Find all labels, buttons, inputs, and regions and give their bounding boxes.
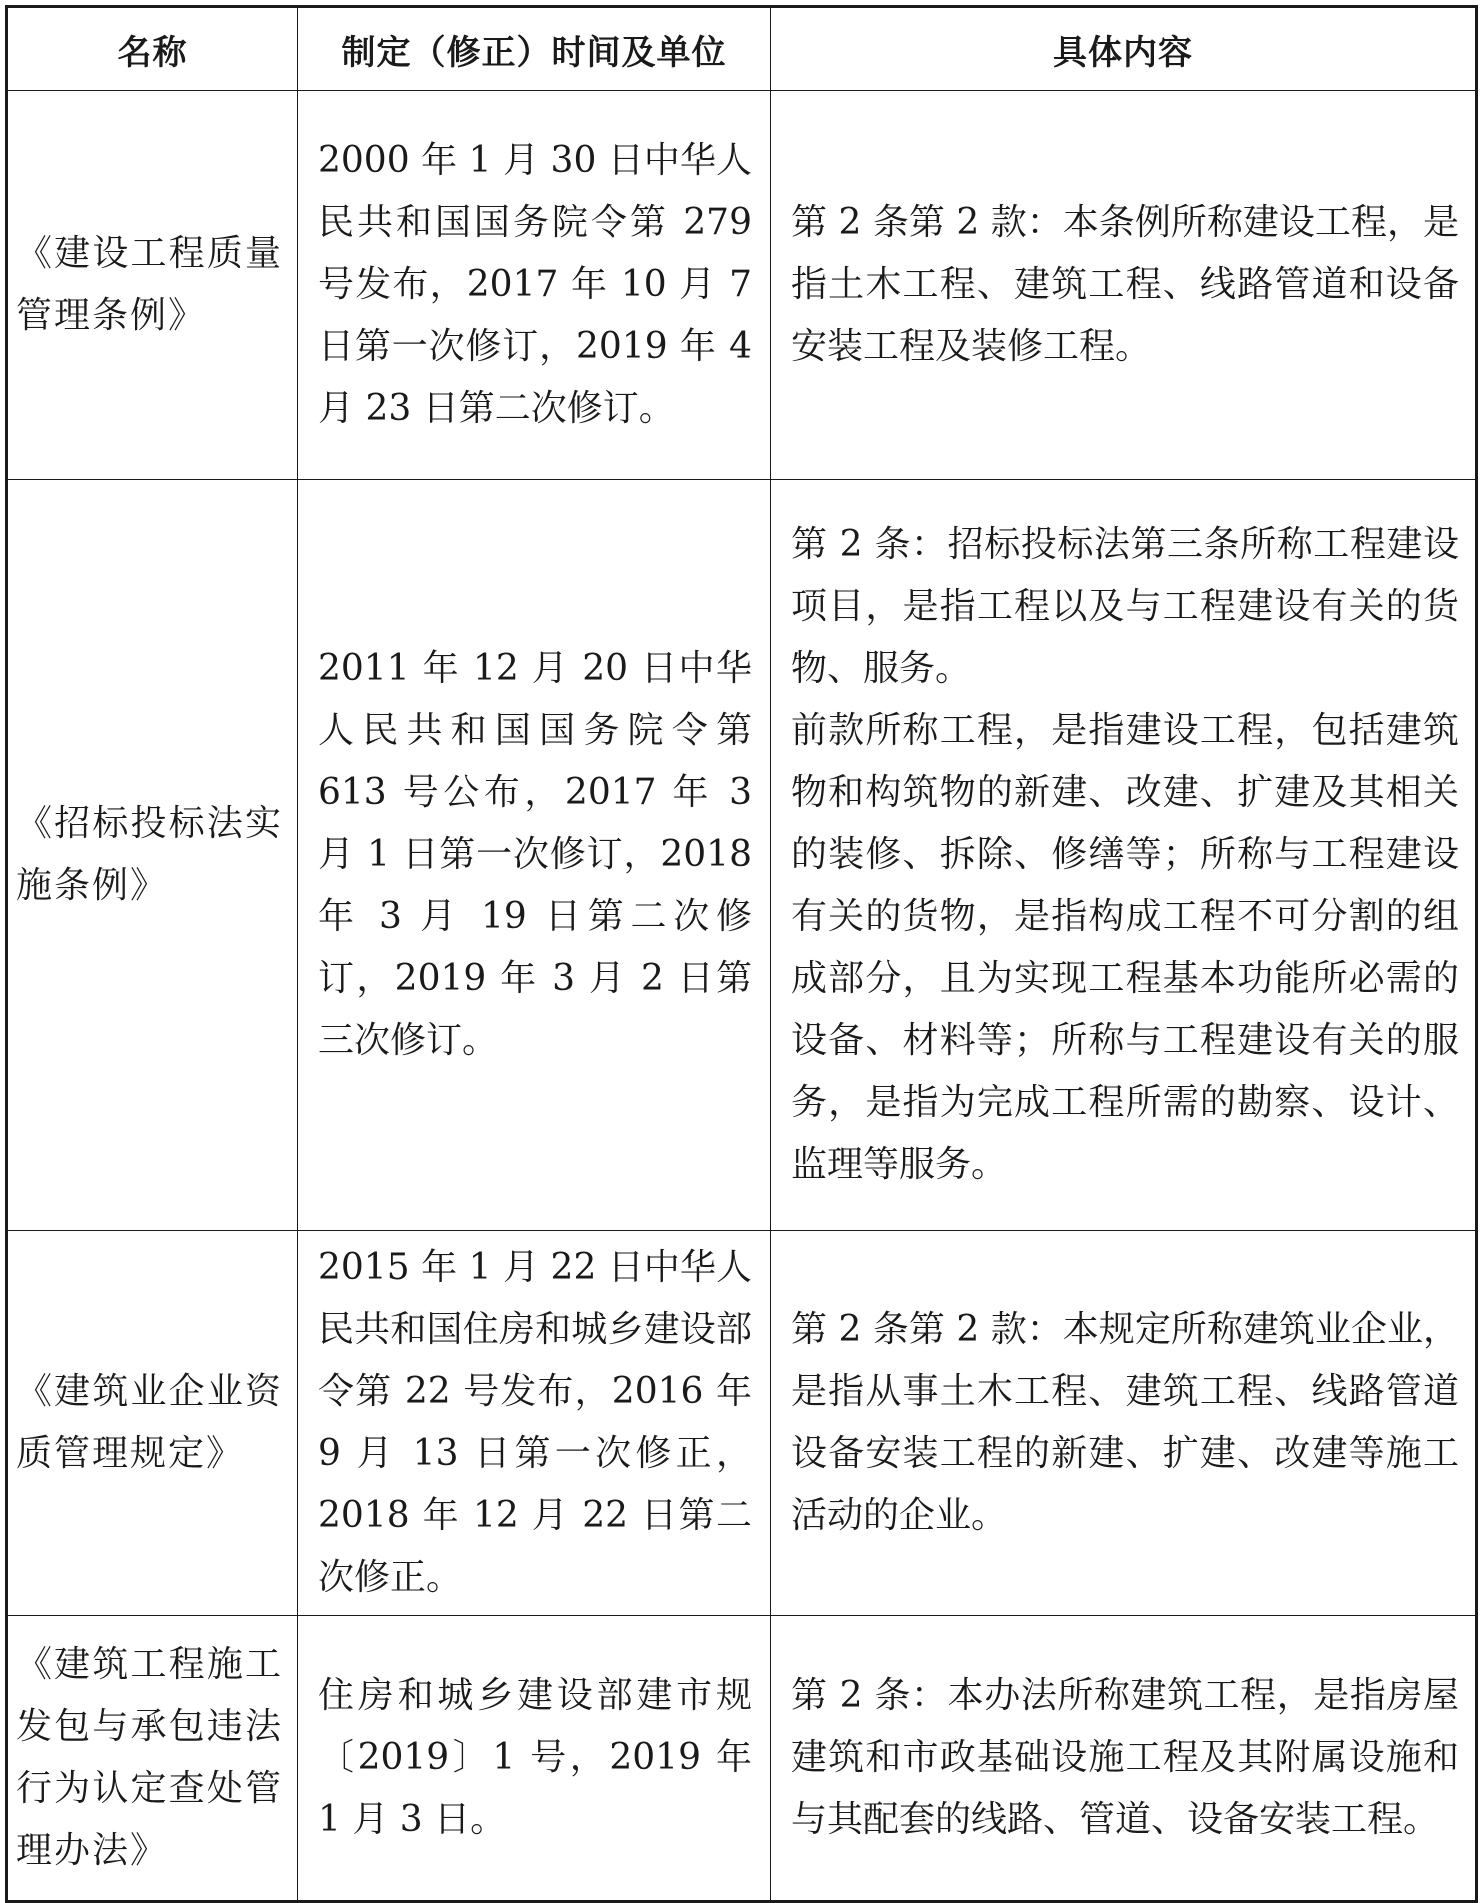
header-row xyxy=(7,7,1477,91)
table-row xyxy=(7,1231,1477,1616)
table-row xyxy=(7,91,1477,480)
regulation-time: 2000 年 1 月 30 日中华人民共和国国务院令第 279 号发布，2017 年 10 月 7 日第一次修订，2019 年 4 月 23 日第二次修订。 xyxy=(298,91,771,480)
header-name: 名称 xyxy=(7,7,298,91)
table-row xyxy=(7,480,1477,1231)
regulation-content xyxy=(771,1616,1477,1902)
content-paragraph: 第 2 条：本办法所称建筑工程，是指房屋建筑和市政基础设施工程及其附属设施和与其配套的线路、管道、设备安装工程。 xyxy=(791,1675,1459,1840)
regulation-time: 2015 年 1 月 22 日中华人民共和国住房和城乡建设部令第 22 号发布，2016 年 9 月 13 日第一次修正，2018 年 12 月 22 日第二次修正。 xyxy=(298,1231,771,1616)
regulation-content xyxy=(771,480,1477,1231)
content-paragraph: 第 2 条：招标投标法第三条所称工程建设项目，是指工程以及与工程建设有关的货物、服务。 xyxy=(791,524,1459,689)
regulation-name: 《建筑工程施工发包与承包违法行为认定查处管理办法》 xyxy=(7,1616,298,1902)
content-paragraph: 第 2 条第 2 款：本规定所称建筑业企业，是指从事土木工程、建筑工程、线路管道设备安装工程的新建、扩建、改建等施工活动的企业。 xyxy=(791,1309,1459,1536)
table-row xyxy=(7,1616,1477,1902)
regulation-time: 2011 年 12 月 20 日中华人民共和国国务院令第 613 号公布，2017 年 3 月 1 日第一次修订，2018 年 3 月 19 日第二次修订，2019 年 3 月 2 日第三次修订。 xyxy=(298,480,771,1231)
regulation-time: 住房和城乡建设部建市规〔2019〕1 号，2019 年 1 月 3 日。 xyxy=(298,1616,771,1902)
regulations-table xyxy=(5,5,1478,1903)
regulation-content xyxy=(771,91,1477,480)
regulation-name: 《建筑业企业资质管理规定》 xyxy=(7,1231,298,1616)
regulation-name: 《招标投标法实施条例》 xyxy=(7,480,298,1231)
header-content: 具体内容 xyxy=(771,7,1477,91)
header-time: 制定（修正）时间及单位 xyxy=(298,7,771,91)
content-paragraph: 第 2 条第 2 款：本条例所称建设工程，是指土木工程、建筑工程、线路管道和设备安装工程及装修工程。 xyxy=(791,202,1459,367)
regulation-content xyxy=(771,1231,1477,1616)
content-paragraph: 前款所称工程，是指建设工程，包括建筑物和构筑物的新建、改建、扩建及其相关的装修、拆除、修缮等；所称与工程建设有关的货物，是指构成工程不可分割的组成部分，且为实现工程基本功能所必需的设备、材料等；所称与工程建设有关的服务，是指为完成工程所需的勘察、设计、监理等服务。 xyxy=(791,710,1459,1185)
regulation-name: 《建设工程质量管理条例》 xyxy=(7,91,298,480)
